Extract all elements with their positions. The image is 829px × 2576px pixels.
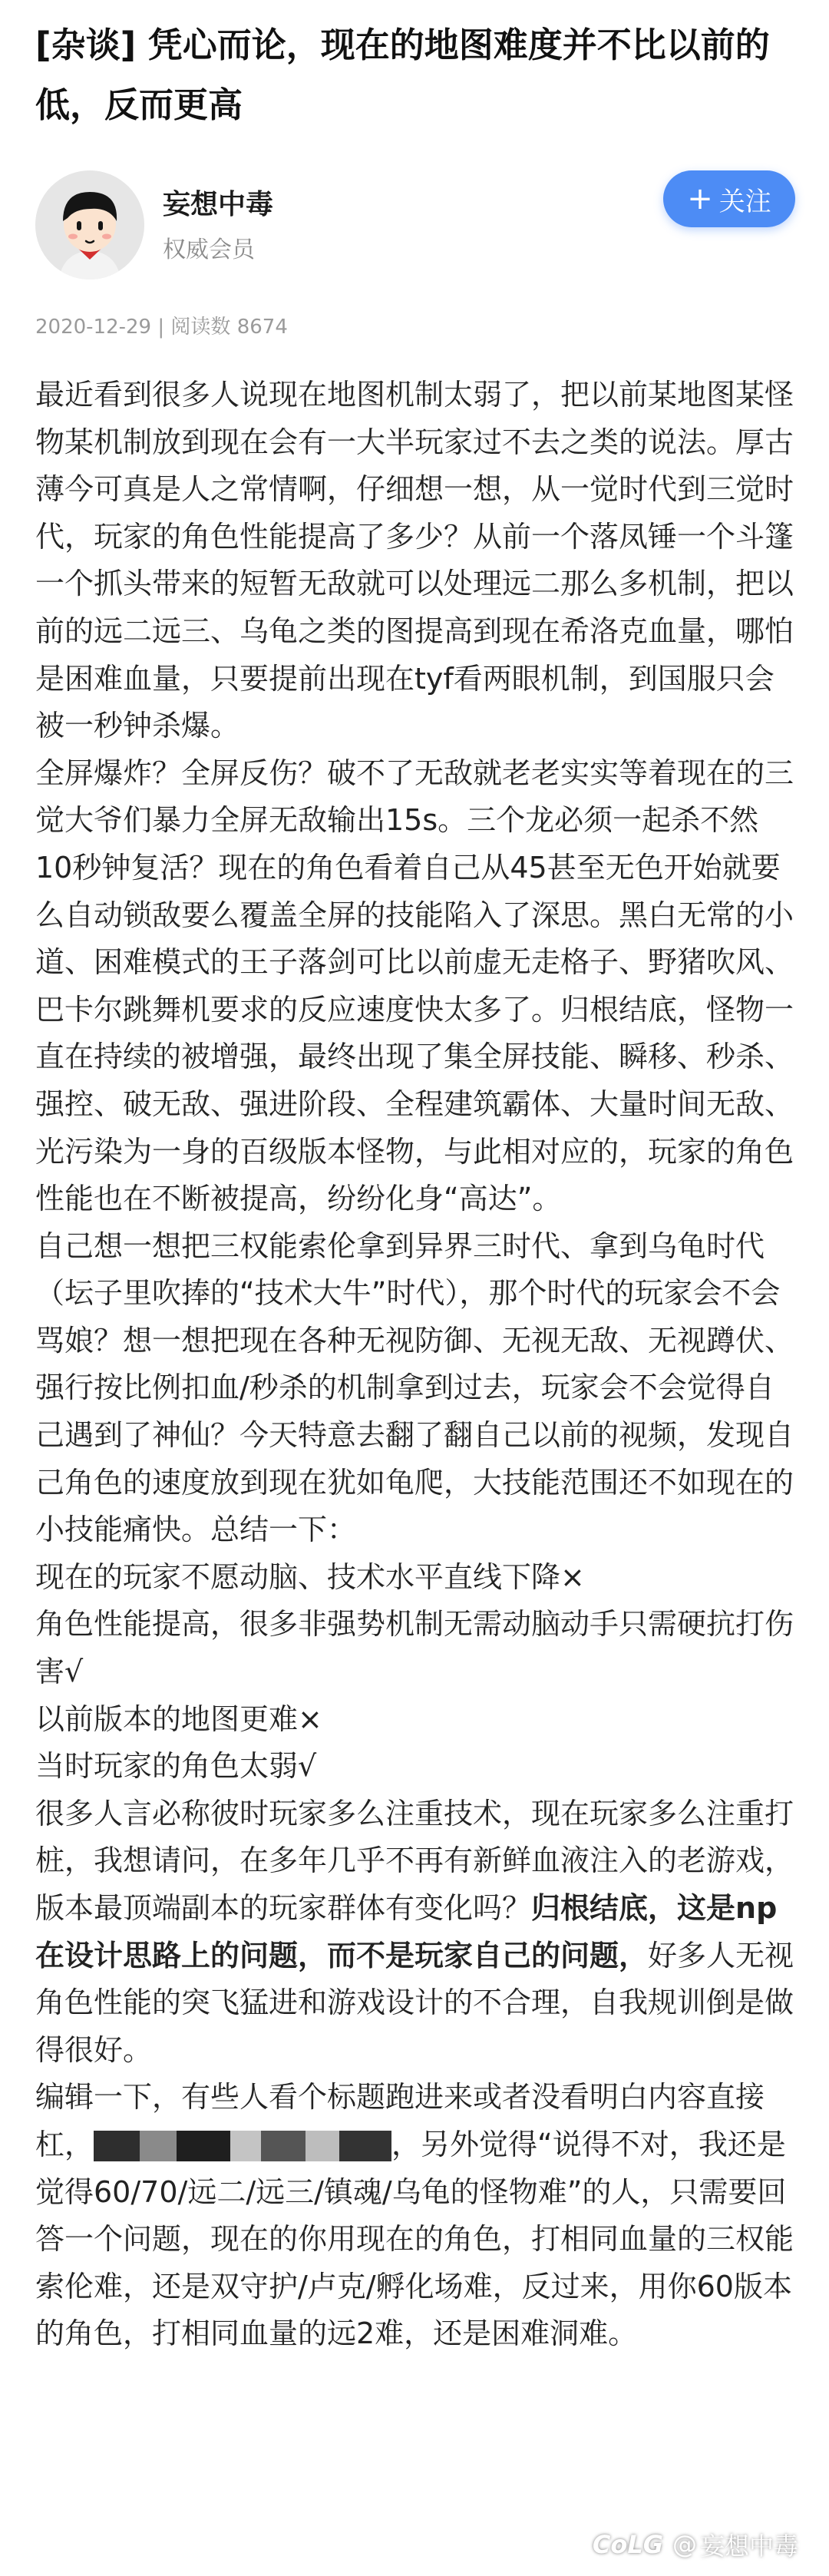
paragraph-text: ，另外觉得“说得不对，我还是觉得60/70/远二/远三/镇魂/乌龟的怪物难”的人，只需要回答一个问题，现在的你用现在的角色，打相同血量的三权能索伦难，还是双守护/卢克/孵化场难，反过来，用你60版本的角色，打相同血量的远2难，还是困难洞难。 xyxy=(35,2127,794,2351)
summary-line: 现在的玩家不愿动脑、技术水平直线下降× xyxy=(35,1559,585,1594)
avatar[interactable] xyxy=(35,170,144,279)
at-icon: @ xyxy=(672,2530,697,2559)
meta-divider: | xyxy=(157,316,171,339)
author-role-badge: 权威会员 xyxy=(163,236,255,263)
redacted-mosaic xyxy=(94,2128,391,2164)
summary-line: 当时玩家的角色太弱√ xyxy=(35,1749,317,1784)
author-row xyxy=(35,170,795,286)
summary-line: 以前版本的地图更难× xyxy=(35,1701,322,1736)
paragraph-text: 好多人无视角色性能的突飞猛进和游戏设计的不合理，自我规训倒是做得很好。 xyxy=(35,1938,794,2067)
summary-line: 角色性能提高，很多非强势机制无需动脑动手只需硬抗打伤害√ xyxy=(35,1607,794,1689)
views-label: 阅读数 xyxy=(170,316,231,339)
plus-icon: + xyxy=(687,181,713,217)
paragraph-text: 很多人言必称彼时玩家多么注重技术，现在玩家多么注重打桩，我想请问，在多年几乎不再有新鲜血液注入的老游戏，版本最顶端副本的玩家群体有变化吗？ xyxy=(35,1796,794,1925)
post-body xyxy=(35,372,795,2358)
author-name[interactable]: 妄想中毒 xyxy=(163,189,274,220)
paragraph: 最近看到很多人说现在地图机制太弱了，把以前某地图某怪物某机制放到现在会有一大半玩家过不去之类的说法。厚古薄今可真是人之常情啊，仔细想一想，从一觉时代到三觉时代，玩家的角色性能提高了多少？从前一个落凤锤一个斗篷一个抓头带来的短暂无敌就可以处理远二那么多机制，把以前的远二远三、乌龟之类的图提高到现在希洛克血量，哪怕是困难血量，只要提前出现在tyf看两眼机制，到国服只会被一秒钟杀爆。 xyxy=(35,378,794,743)
colg-logo: CoLG xyxy=(592,2530,663,2559)
follow-button[interactable] xyxy=(663,170,795,227)
watermark-user: 妄想中毒 xyxy=(699,2531,798,2561)
watermark xyxy=(593,2527,798,2562)
views-count: 8674 xyxy=(236,316,288,339)
paragraph xyxy=(35,2074,795,2358)
post-meta xyxy=(35,311,288,339)
paragraph-text: 编辑一下，有些人看个标题跑进来或者没看明白内容直接杠， xyxy=(35,2080,765,2161)
bold-emphasis: 归根结底，这是np在设计思路上的问题，而不是玩家自己的问题， xyxy=(35,1891,778,1973)
post-date: 2020-12-29 xyxy=(35,316,152,339)
paragraph: 自己想一想把三权能索伦拿到异界三时代、拿到乌龟时代（坛子里吹捧的“技术大牛”时代），那个时代的玩家会不会骂娘？想一想把现在各种无视防御、无视无敌、无视蹲伏、强行按比例扣血/秒杀的机制拿到过去，玩家会不会觉得自己遇到了神仙？今天特意去翻了翻自己以前的视频，发现自己角色的速度放到现在犹如龟爬，大技能范围还不如现在的小技能痛快。总结一下： xyxy=(35,1228,794,1547)
follow-button-label: 关注 xyxy=(718,186,771,217)
paragraph xyxy=(35,1791,795,2075)
post-title: [杂谈] 凭心而论，现在的地图难度并不比以前的低，反而更高 xyxy=(35,25,770,125)
paragraph: 全屏爆炸？全屏反伤？破不了无敌就老老实实等着现在的三觉大爷们暴力全屏无敌输出15s。三个龙必须一起杀不然10秒钟复活？现在的角色看着自己从45甚至无色开始就要么自动锁敌要么覆盖全屏的技能陷入了深思。黑白无常的小道、困难模式的王子落剑可比以前虚无走格子、野猪吹风、巴卡尔跳舞机要求的反应速度快太多了。归根结底，怪物一直在持续的被增强，最终出现了集全屏技能、瞬移、秒杀、强控、破无敌、强进阶段、全程建筑霸体、大量时间无敌、光污染为一身的百级版本怪物，与此相对应的，玩家的角色性能也在不断被提高，纷纷化身“高达”。 xyxy=(35,756,794,1216)
avatar-illustration xyxy=(35,170,144,279)
